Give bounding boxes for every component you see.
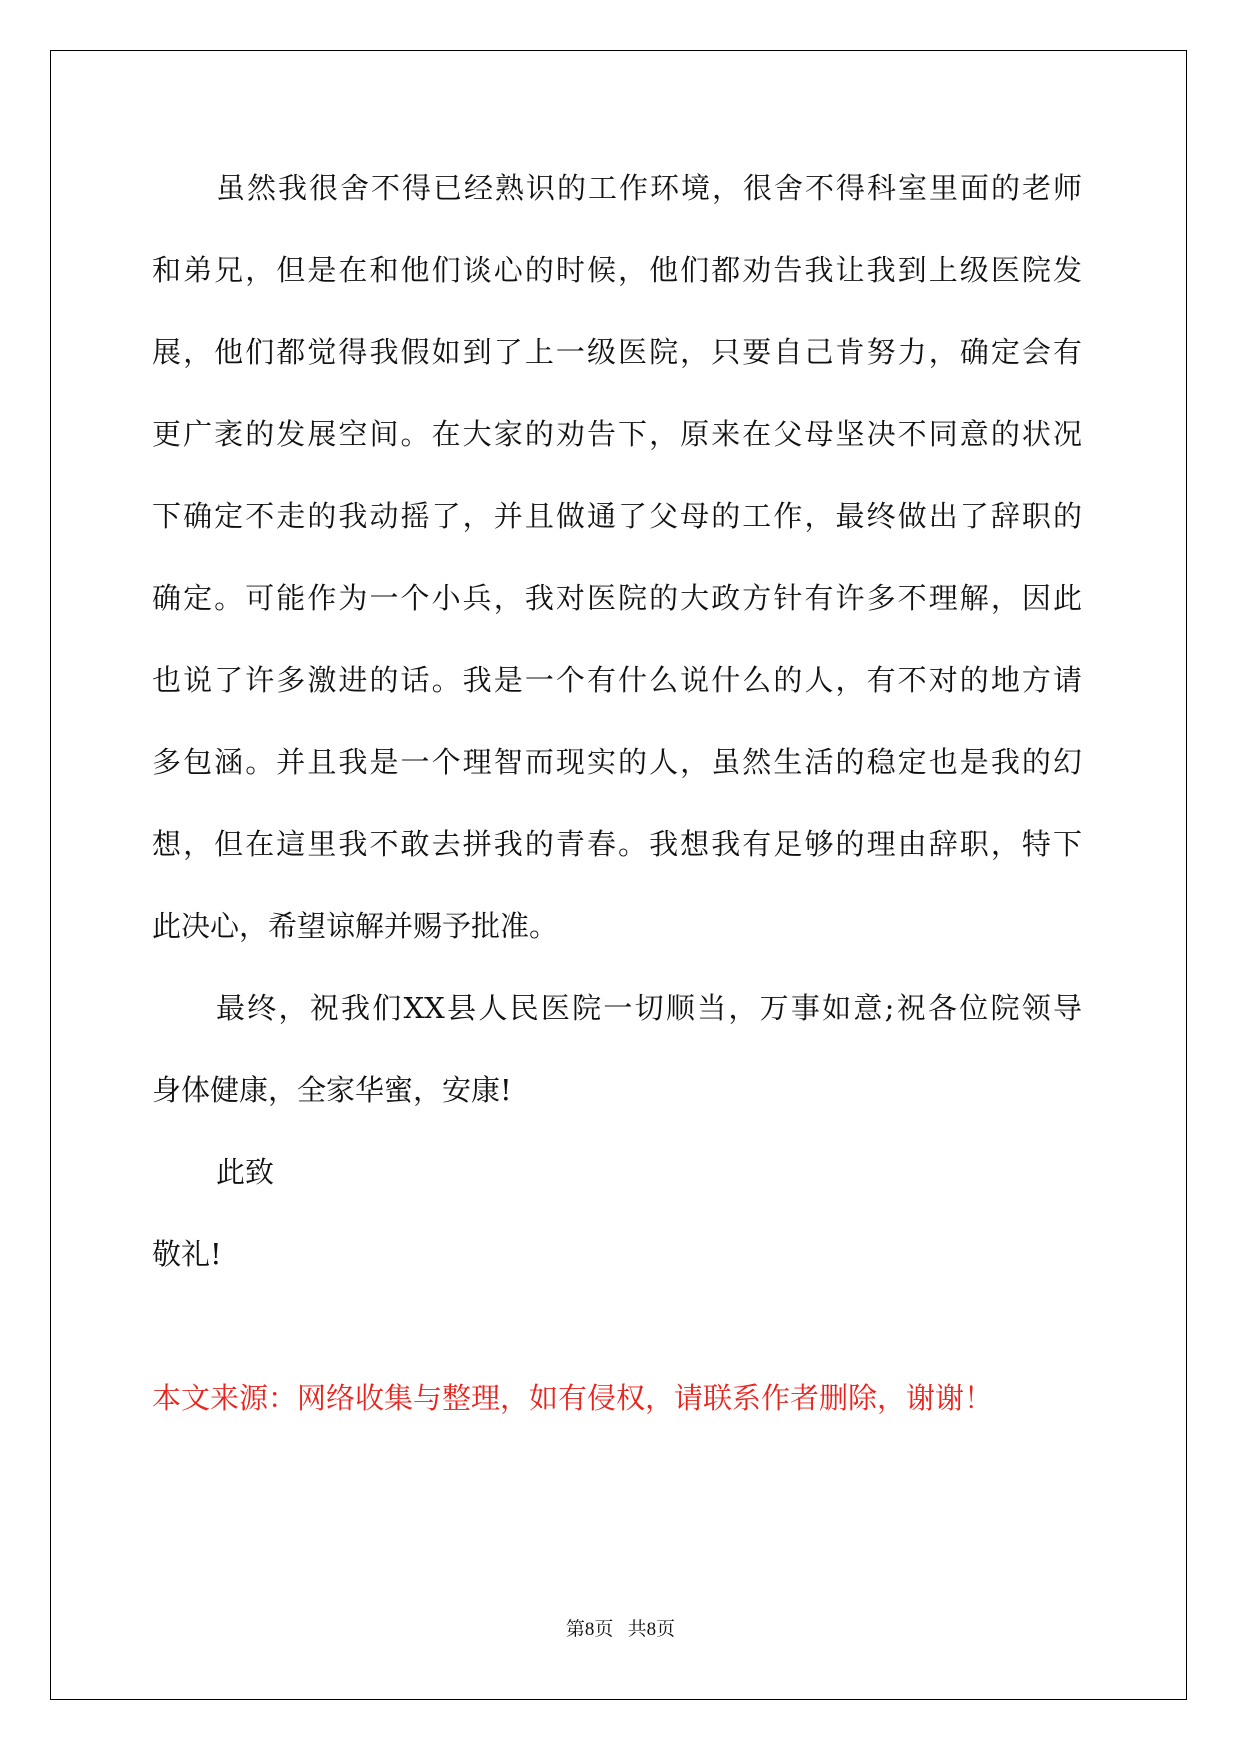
closing-salutation: 此致 (216, 1155, 275, 1189)
paragraph-line: 和弟兄，但是在和他们谈心的时候，他们都劝告我让我到上级医院发 (152, 253, 1082, 287)
source-note: 本文来源：网络收集与整理，如有侵权，请联系作者删除，谢谢！ (152, 1381, 994, 1415)
paragraph-line: 也说了许多激进的话。我是一个有什么说什么的人，有不对的地方请 (152, 663, 1082, 697)
paragraph-line: 最终，祝我们XX县人民医院一切顺当，万事如意;祝各位院领导 (216, 991, 1082, 1025)
paragraph-line: 虽然我很舍不得已经熟识的工作环境，很舍不得科室里面的老师 (216, 171, 1082, 205)
paragraph-line: 更广袤的发展空间。在大家的劝告下，原来在父母坚决不同意的状况 (152, 417, 1082, 451)
closing-regards: 敬礼! (152, 1237, 222, 1271)
paragraph-line: 多包涵。并且我是一个理智而现实的人，虽然生活的稳定也是我的幻 (152, 745, 1082, 779)
paragraph-line: 身体健康，全家华蜜，安康! (152, 1073, 512, 1107)
paragraph-line: 确定。可能作为一个小兵，我对医院的大政方针有许多不理解，因此 (152, 581, 1082, 615)
paragraph-line: 想，但在這里我不敢去拼我的青春。我想我有足够的理由辞职，特下 (152, 827, 1082, 861)
paragraph-line: 此决心，希望谅解并赐予批准。 (152, 909, 559, 943)
page-number-footer: 第8页 共8页 (565, 1619, 676, 1640)
page-border (50, 50, 1187, 1700)
paragraph-line: 下确定不走的我动摇了，并且做通了父母的工作，最终做出了辞职的 (152, 499, 1082, 533)
paragraph-line: 展，他们都觉得我假如到了上一级医院，只要自己肯努力，确定会有 (152, 335, 1082, 369)
